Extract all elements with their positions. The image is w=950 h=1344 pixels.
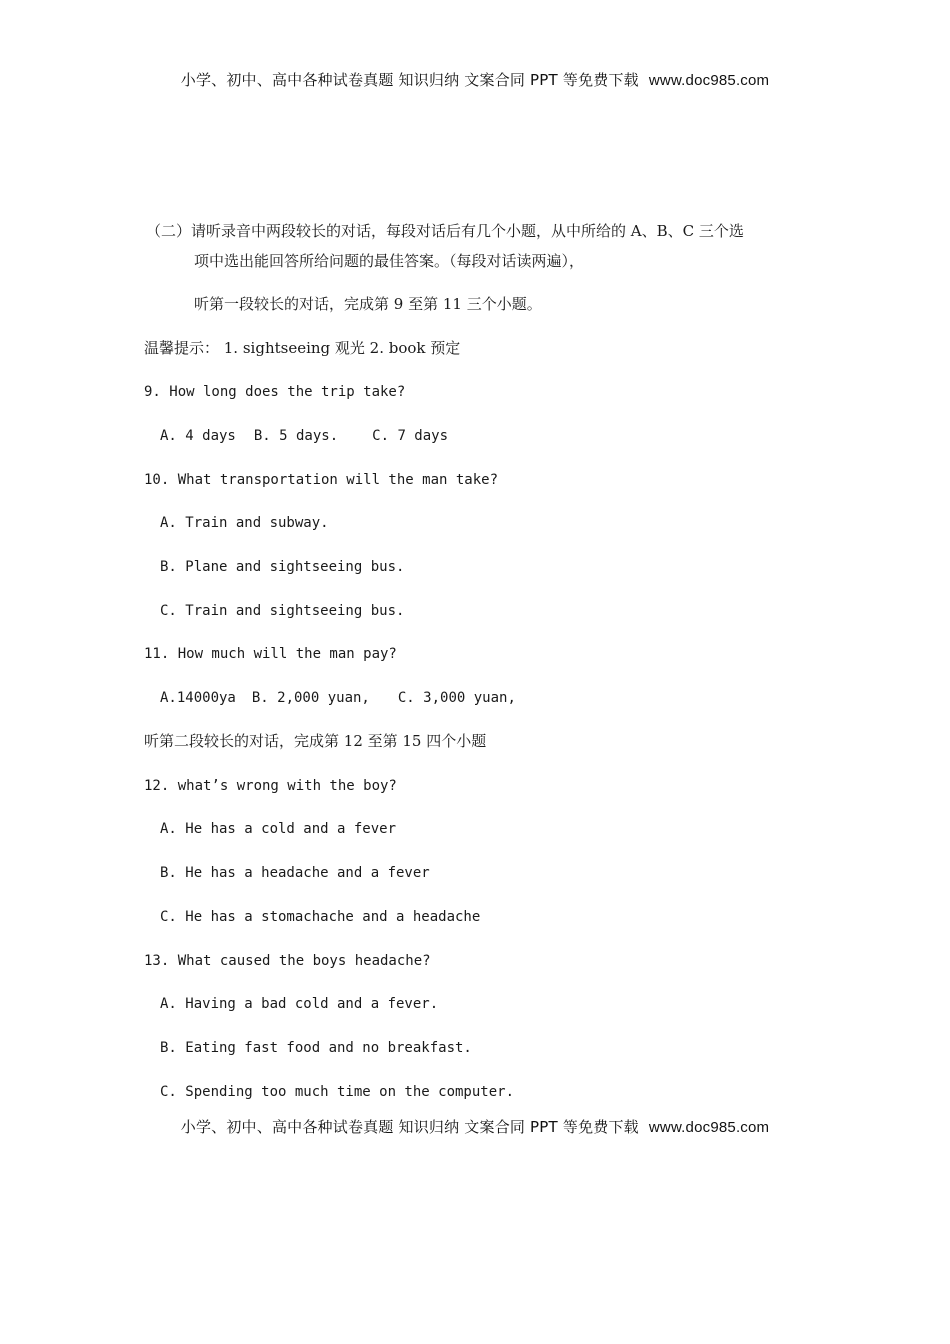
header-text: 小学、初中、高中各种试卷真题 知识归纳 文案合同 PPT 等免费下载 bbox=[180, 71, 639, 89]
option-b: B. 2,000 yuan, bbox=[251, 690, 370, 706]
question-12-option-a: A. He has a cold and a fever bbox=[160, 821, 397, 837]
question-10-option-b: B. Plane and sightseeing bus. bbox=[160, 559, 405, 575]
question-13-option-c: C. Spending too much time on the computer. bbox=[160, 1084, 515, 1100]
question-12-option-c: C. He has a stomachache and a headache bbox=[160, 909, 481, 925]
question-13-option-b: B. Eating fast food and no breakfast. bbox=[160, 1040, 472, 1056]
question-10-option-a: A. Train and subway. bbox=[160, 515, 329, 531]
question-11: 11. How much will the man pay? bbox=[144, 646, 397, 662]
option-a: A. 4 days bbox=[160, 428, 236, 444]
question-9-options bbox=[160, 426, 448, 446]
part1-intro: 听第一段较长的对话，完成第 9 至第 11 三个小题。 bbox=[194, 295, 542, 313]
page-footer bbox=[0, 1116, 950, 1137]
header-url: www.doc985.com bbox=[648, 72, 770, 89]
question-12: 12. what’s wrong with the boy? bbox=[144, 778, 397, 794]
question-10-option-c: C. Train and sightseeing bus. bbox=[160, 603, 405, 619]
question-9: 9. How long does the trip take? bbox=[144, 384, 406, 400]
section-heading-line2: 项中选出能回答所给问题的最佳答案。（每段对话读两遍）， bbox=[194, 252, 585, 270]
part2-intro: 听第二段较长的对话，完成第 12 至第 15 四个小题 bbox=[144, 732, 487, 750]
question-13: 13. What caused the boys headache? bbox=[144, 953, 431, 969]
section-heading-line1: （二）请听录音中两段较长的对话，每段对话后有几个小题，从中所给的 A、B、C 三个选 bbox=[146, 222, 744, 240]
page-header bbox=[0, 69, 950, 90]
option-a: A.14000ya bbox=[160, 690, 236, 706]
option-c: C. 7 days bbox=[372, 428, 449, 444]
option-c: C. 3,000 yuan, bbox=[397, 690, 516, 706]
option-b: B. 5 days. bbox=[253, 428, 339, 444]
footer-text: 小学、初中、高中各种试卷真题 知识归纳 文案合同 PPT 等免费下载 bbox=[180, 1118, 639, 1136]
question-13-option-a: A. Having a bad cold and a fever. bbox=[160, 996, 439, 1012]
question-11-options bbox=[160, 688, 516, 708]
footer-url: www.doc985.com bbox=[648, 1119, 770, 1136]
question-12-option-b: B. He has a headache and a fever bbox=[160, 865, 430, 881]
question-10: 10. What transportation will the man take? bbox=[144, 472, 499, 488]
tip-line: 温馨提示： 1. sightseeing 观光 2. book 预定 bbox=[144, 339, 461, 357]
